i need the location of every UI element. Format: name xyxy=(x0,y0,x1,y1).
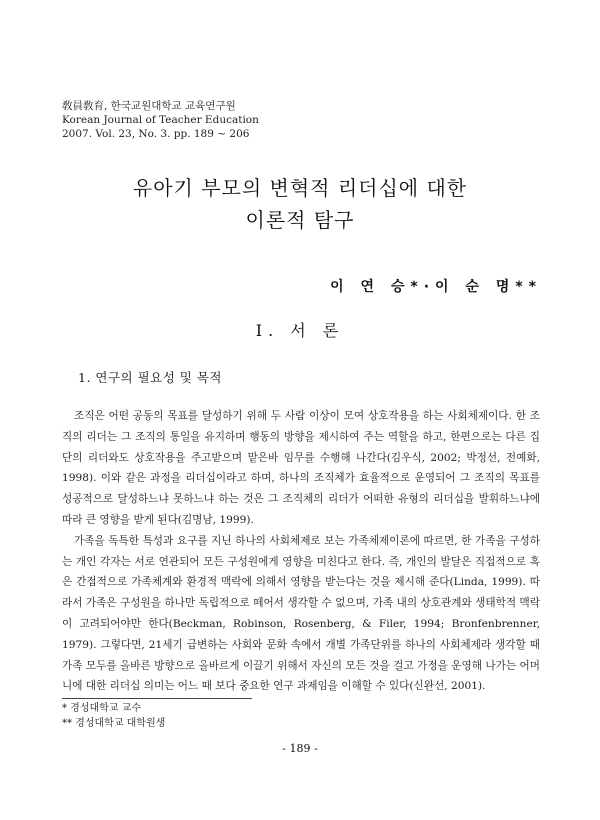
footnote-1: * 경성대학교 교수 xyxy=(62,703,141,714)
author-names: 이 연 승*·이 순 명** xyxy=(330,279,542,295)
footnote-2: ** 경성대학교 대학원생 xyxy=(62,718,166,729)
journal-header xyxy=(62,99,259,141)
section-heading: I. 서 론 xyxy=(255,321,345,340)
page-number: - 189 - xyxy=(282,742,318,755)
journal-volume-info: 2007. Vol. 23, No. 3. pp. 189 ~ 206 xyxy=(62,128,250,140)
footnotes xyxy=(62,701,165,731)
subsection-heading: 1. 연구의 필요성 및 목적 xyxy=(78,370,222,385)
body-paragraph-1: 조직은 어떤 공동의 목표를 달성하기 위해 두 사람 이상이 모여 상호작용을 하는 사회체제이다. 한 조직의 리더는 그 조직의 통일을 유지하며 행동의 방향을 제시하여 주는 역할을 하고, 한편으로는 다른 집단의 리더와도 상호작용을 주고받으며 맡은바 임무를 수행해 나간다(김우식, 2002; 박정선, 전예화, 1998). 이와 같은 과정을 리더십이라고 하며, 하나의 조직체가 효율적으로 운영되어 그 조직의 목표를 성공적으로 달성하느냐 못하느냐 하는 것은 그 조직체의 리더가 어떠한 유형의 리더십을 발휘하느냐에 따라 큰 영향을 받게 된다(김명남, 1999). xyxy=(62,410,540,526)
journal-name-english: Korean Journal of Teacher Education xyxy=(62,114,259,126)
paper-title-line-2: 이론적 탐구 xyxy=(245,208,355,232)
journal-name-korean: 敎員敎育, 한국교원대학교 교육연구원 xyxy=(62,100,236,112)
paper-title-line-1: 유아기 부모의 변혁적 리더십에 대한 xyxy=(132,176,468,200)
footnote-divider xyxy=(62,698,252,699)
body-text xyxy=(62,406,540,697)
body-paragraph-2: 가족을 독특한 특성과 요구를 지닌 하나의 사회체제로 보는 가족체제이론에 따르면, 한 가족을 구성하는 개인 각자는 서로 연관되어 모든 구성원에게 영향을 미친다고 한다. 즉, 개인의 발달은 직접적으로 혹은 간접적으로 가족체계와 환경적 맥락에 의해서 영향을 받는다는 것을 제시해 준다(Linda, 1999). 따라서 가족은 구성원을 하나만 독립적으로 떼어서 생각할 수 없으며, 가족 내의 상호관계와 생태학적 맥락이 고려되어야만 한다(Beckman, Robinson, Rosenberg, & Filer, 1994; Bronfenbrenner, 1979). 그렇다면, 21세기 급변하는 사회와 문화 속에서 개별 가족단위를 하나의 사회체제라 생각할 때 가족 모두를 올바른 방향으로 올바르게 이끌기 위해서 자신의 모든 것을 걸고 가정을 운영해 나가는 어머니에 대한 리더십 의미는 어느 때 보다 중요한 연구 과제임을 이해할 수 있다(신완선, 2001). xyxy=(62,534,540,693)
